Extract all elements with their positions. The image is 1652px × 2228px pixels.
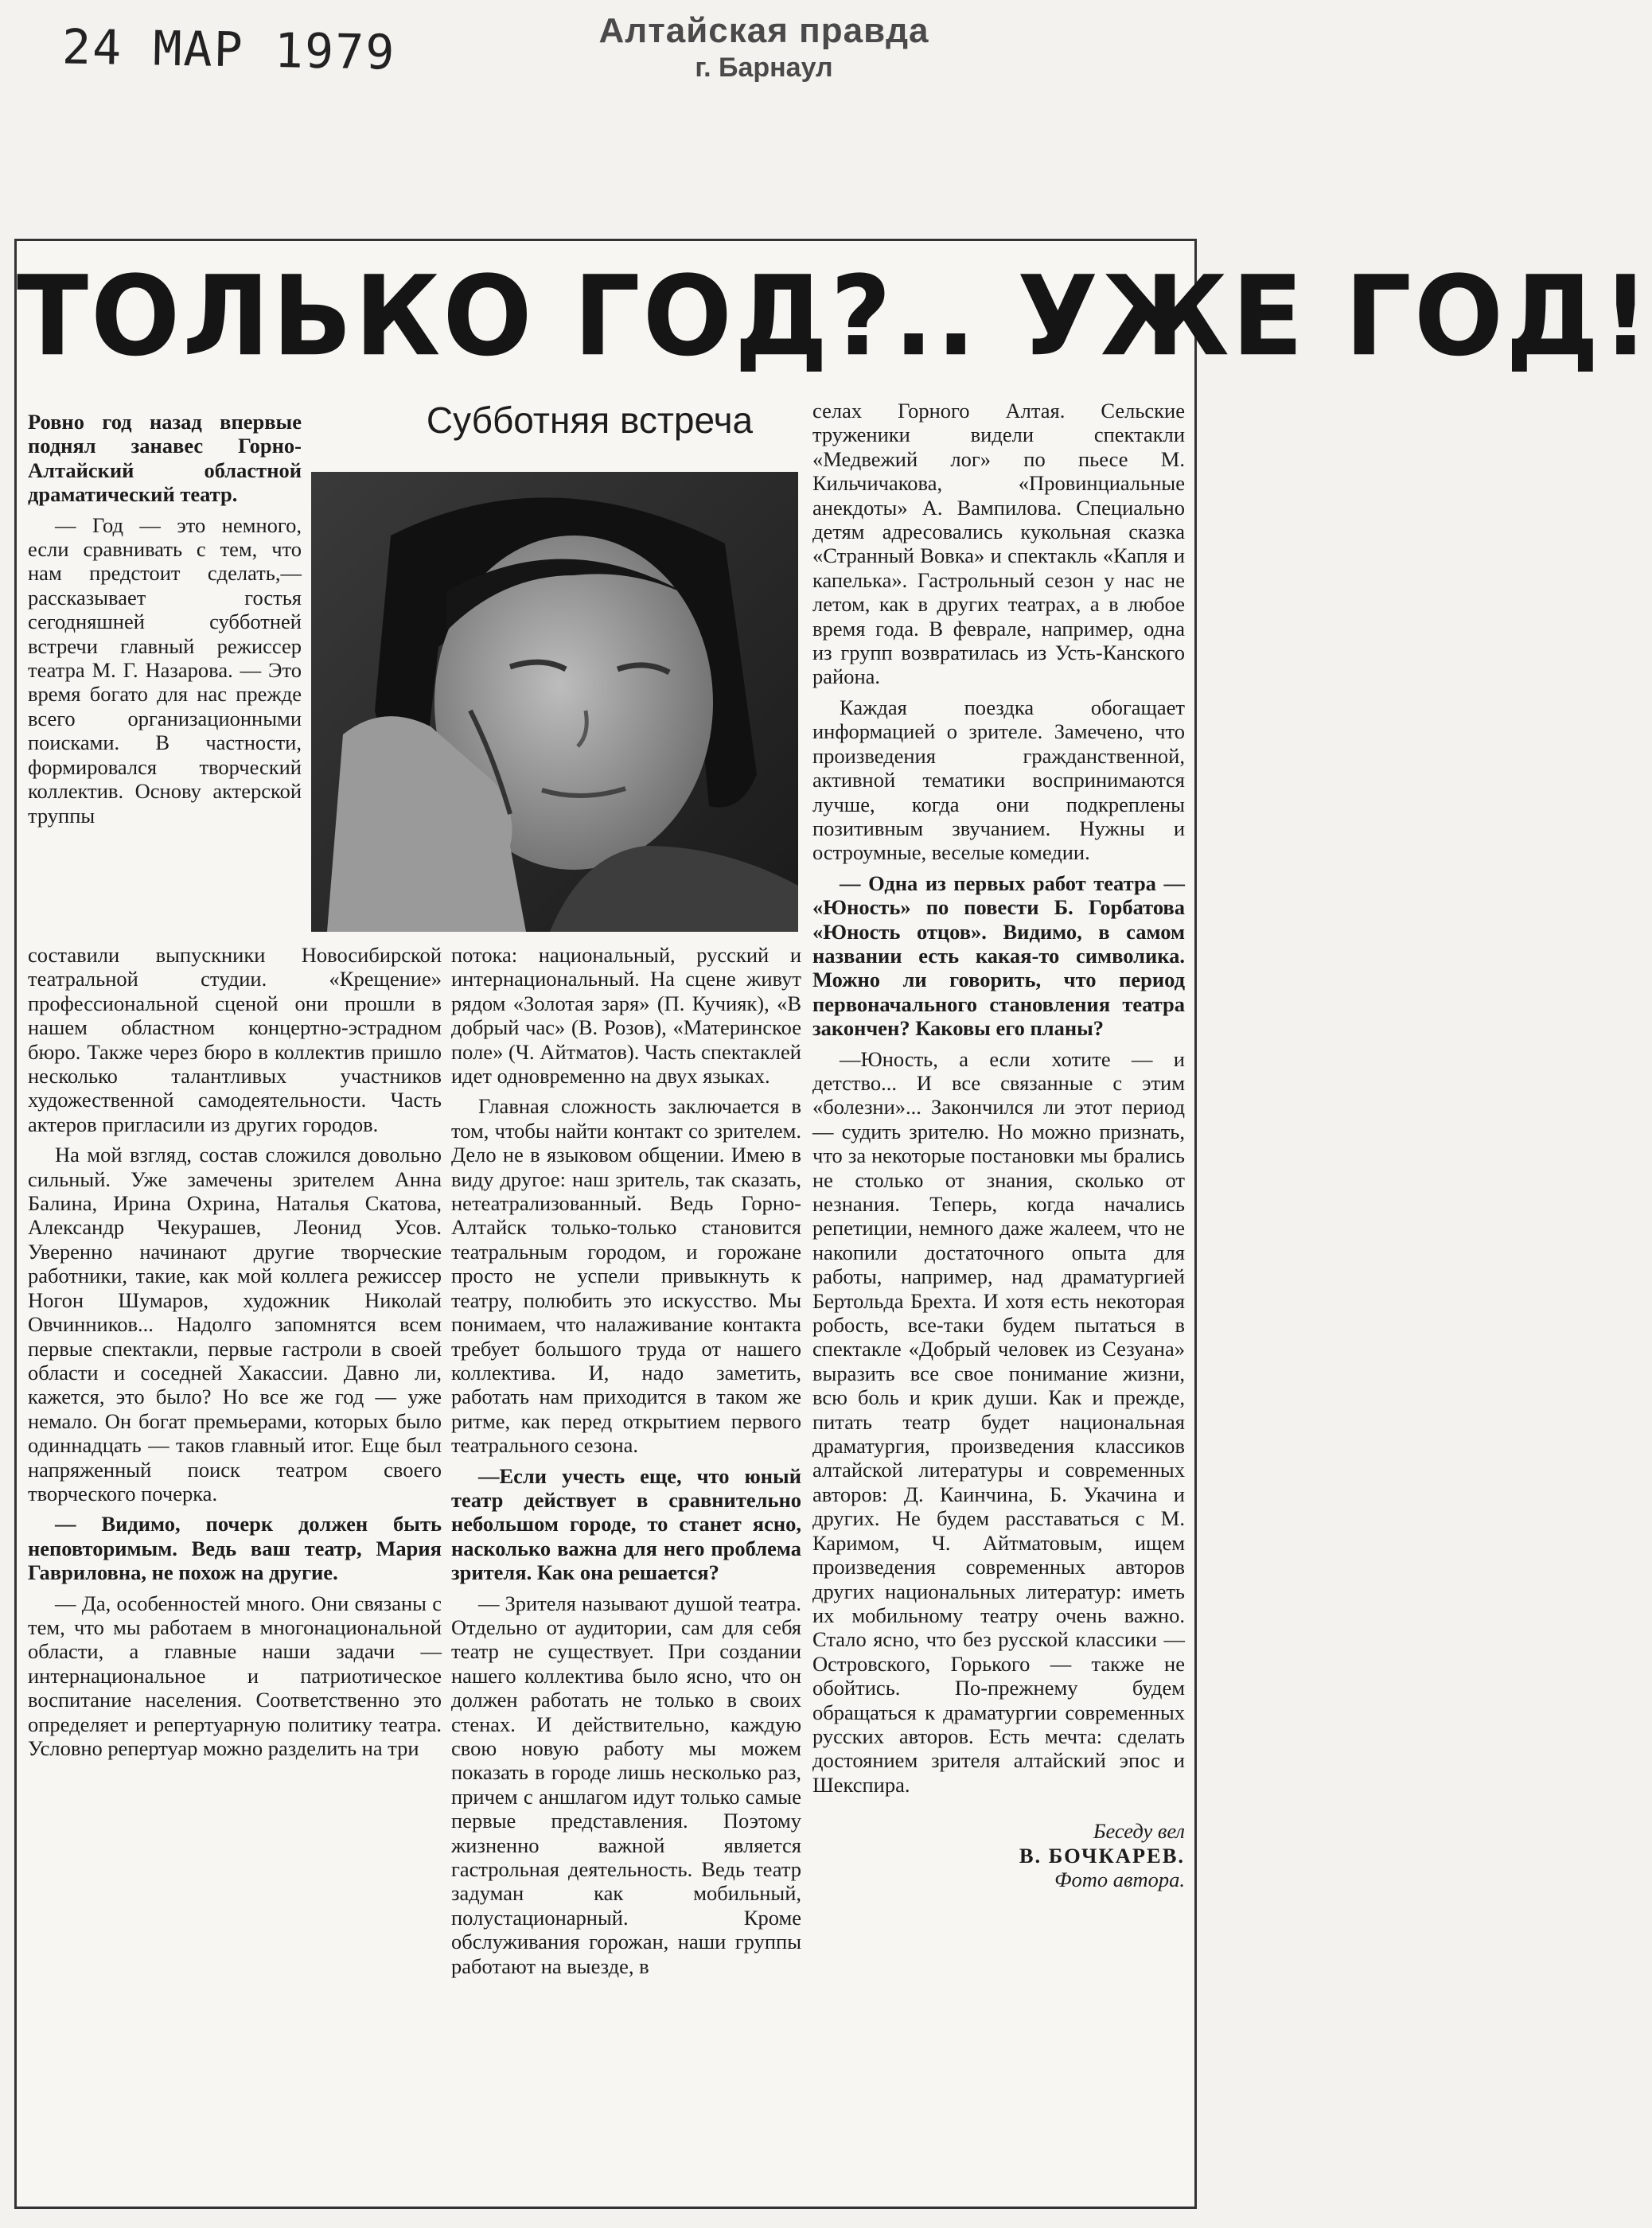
- paragraph: — Да, особенностей много. Они связаны с тем, что мы работаем в многонациональной области, а главные наши задачи — интернациональное и патриотическое воспитание населения. Соответственно это определяет и репертуарную политику театра. Условно репертуар можно разделить на три: [28, 1591, 442, 1760]
- question: — Видимо, почерк должен быть неповторимым. Ведь ваш театр, Мария Гавриловна, не похож на другие.: [28, 1512, 442, 1585]
- paragraph: На мой взгляд, состав сложился довольно сильный. Уже замечены зрителем Анна Балина, Ирина Охрина, Наталья Скатова, Александр Чекурашев, Леонид Усов. Уверенно начинают другие творческие работники, такие, как мой коллега режиссер Ногон Шумаров, художник Николай Овчинников... Надолго запомнятся всем первые спектакли, первые гастроли в своей области и соседней Хакассии. Давно ли, кажется, это было? Но все же год — уже немало. Он богат премьерами, которых было одиннадцать — таков главный итог. Еще был напряженный поиск театром своего творческого почерка.: [28, 1143, 442, 1505]
- column-2: [451, 943, 801, 1985]
- paragraph: — Зрителя называют душой театра. Отдельно от аудитории, сам для себя театр не существует. При создании нашего коллектива было ясно, что он должен работать не только в своих стенах. И действительно, каждую свою новую работу мы можем показать в городе лишь несколько раз, причем с аншлагом идут только самые первые представления. Поэтому жизненно важной является гастрольная деятельность. Ведь театр задуман как мобильный, полустационарный. Кроме обслуживания горожан, наши группы работают на выезде, в: [451, 1591, 801, 1978]
- article-clipping: [14, 239, 1652, 2209]
- lead-text: Ровно год назад впервые поднял занавес Горно-Алтайский областной драматический театр.: [28, 410, 302, 507]
- paragraph: —Юность, а если хотите — и детство... И все связанные с этим «болезни»... Закончился ли этот период — судить зрителю. Но можно признать, что за некоторые постановки мы брались не столько от знания, сколько от незнания. Теперь, когда начались репетиции, немного даже жалеем, что не накопили достаточного опыта для работы, например, над драматургией Бертольда Брехта. И хотя есть некоторая робость, все-таки будем пытаться в спектакле «Добрый человек из Сезуана» выразить все свое понимание жизни, всю боль и крик души. Как и прежде, питать театр будет национальная драматургия, произведения классиков алтайской литературы и современных авторов: Д. Каинчина, Б. Укачина и других. Не будем расставаться с М. Каримом, Ч. Айтматовым, ищем произведения современных авторов других национальных литератур: иметь их мобильному театру очень важно. Стало ясно, что без русской классики — Островского, Горького — также не обойтись. По-прежнему будем обращаться к драматургии современных русских авторов. Есть мечта: сделать достоянием зрителя алтайский эпос и Шекспира.: [812, 1046, 1185, 1797]
- date-stamp: 24 МАР 1979: [61, 19, 396, 81]
- paragraph: селах Горного Алтая. Сельские труженики видели спектакли «Медвежий лог» по пьесе М. Кильчичакова, «Провинциальные анекдоты» А. Вампилова. Специально детям адресовались кукольная сказка «Странный Вовка» и спектакль «Капля и капелька». Гастрольный сезон у нас не летом, как в других театрах, а в любое время года. В феврале, например, одна из групп возвратилась из Усть-Канского района.: [812, 399, 1185, 689]
- paragraph: составили выпускники Новосибирской театральной студии. «Крещение» профессиональной сценой они прошли в нашем областном концертно-эстрадном бюро. Также через бюро в коллектив пришло несколько талантливых участников художественной самодеятельности. Часть актеров пригласили из других городов.: [28, 943, 442, 1136]
- photo-credit: Фото автора.: [1054, 1867, 1185, 1891]
- rubric: Субботняя встреча: [426, 399, 754, 441]
- column-1-bottom: [28, 943, 442, 1766]
- portrait-photo: [311, 472, 798, 932]
- question: — Одна из первых работ театра — «Юность» по повести Б. Горбатова «Юность отцов». Видимо, в самом названии есть какая-то символика. Можно ли говорить, что период первоначального становления театра закончен? Каковы его планы?: [812, 871, 1185, 1041]
- signature-line: Беседу вел: [1093, 1819, 1185, 1844]
- newspaper-city: г. Барнаул: [695, 53, 833, 83]
- paragraph: — Год — это немного, если сравнивать с тем, что нам предстоит сделать,— рассказывает гостья сегодняшней субботней встречи главный режиссер театра М. Г. Назарова. — Это время богато для нас прежде всего организационными поисками. В частности, формировался творческий коллектив. Основу актерской труппы: [28, 512, 302, 828]
- newspaper-name: Алтайская правда: [598, 11, 929, 50]
- column-1-top: [28, 410, 302, 834]
- signature-block: [812, 1819, 1185, 1891]
- signature-author: В. БОЧКАРЕВ.: [1019, 1843, 1185, 1868]
- lead-paragraph: [28, 410, 302, 507]
- column-3: [812, 399, 1185, 1891]
- newspaper-stamp: [589, 11, 939, 84]
- paragraph: Главная сложность заключается в том, чтобы найти контакт со зрителем. Дело не в языковом общении. Имею в виду другое: наш зритель, так сказать, нетеатрализованный. Ведь Горно-Алтайск только-только становится театральным городом, и горожане просто не успели привыкнуть к театру, полюбить это искусство. Мы понимаем, что налаживание контакта требует большого труда от нашего коллектива. И, надо заметить, работать нам приходится в таком же ритме, как перед открытием первого театрального сезона.: [451, 1094, 801, 1458]
- paragraph: потока: национальный, русский и интернациональный. На сцене живут рядом «Золотая заря» (П. Кучияк), «В добрый час» (В. Розов), «Материнское поле» (Ч. Айтматов). Часть спектаклей идет одновременно на двух языках.: [451, 943, 801, 1089]
- question: —Если учесть еще, что юный театр действует в сравнительно небольшом городе, то станет ясно, насколько важна для него проблема зрителя. Как она решается?: [451, 1463, 801, 1585]
- paragraph: Каждая поездка обогащает информацией о зрителе. Замечено, что произведения гражданственной, активной тематики воспринимаются лучше, когда они подкреплены позитивным звучанием. Нужны и остроумные, веселые комедии.: [812, 695, 1185, 865]
- headline: ТОЛЬКО ГОД?.. УЖЕ ГОД!: [17, 252, 1652, 381]
